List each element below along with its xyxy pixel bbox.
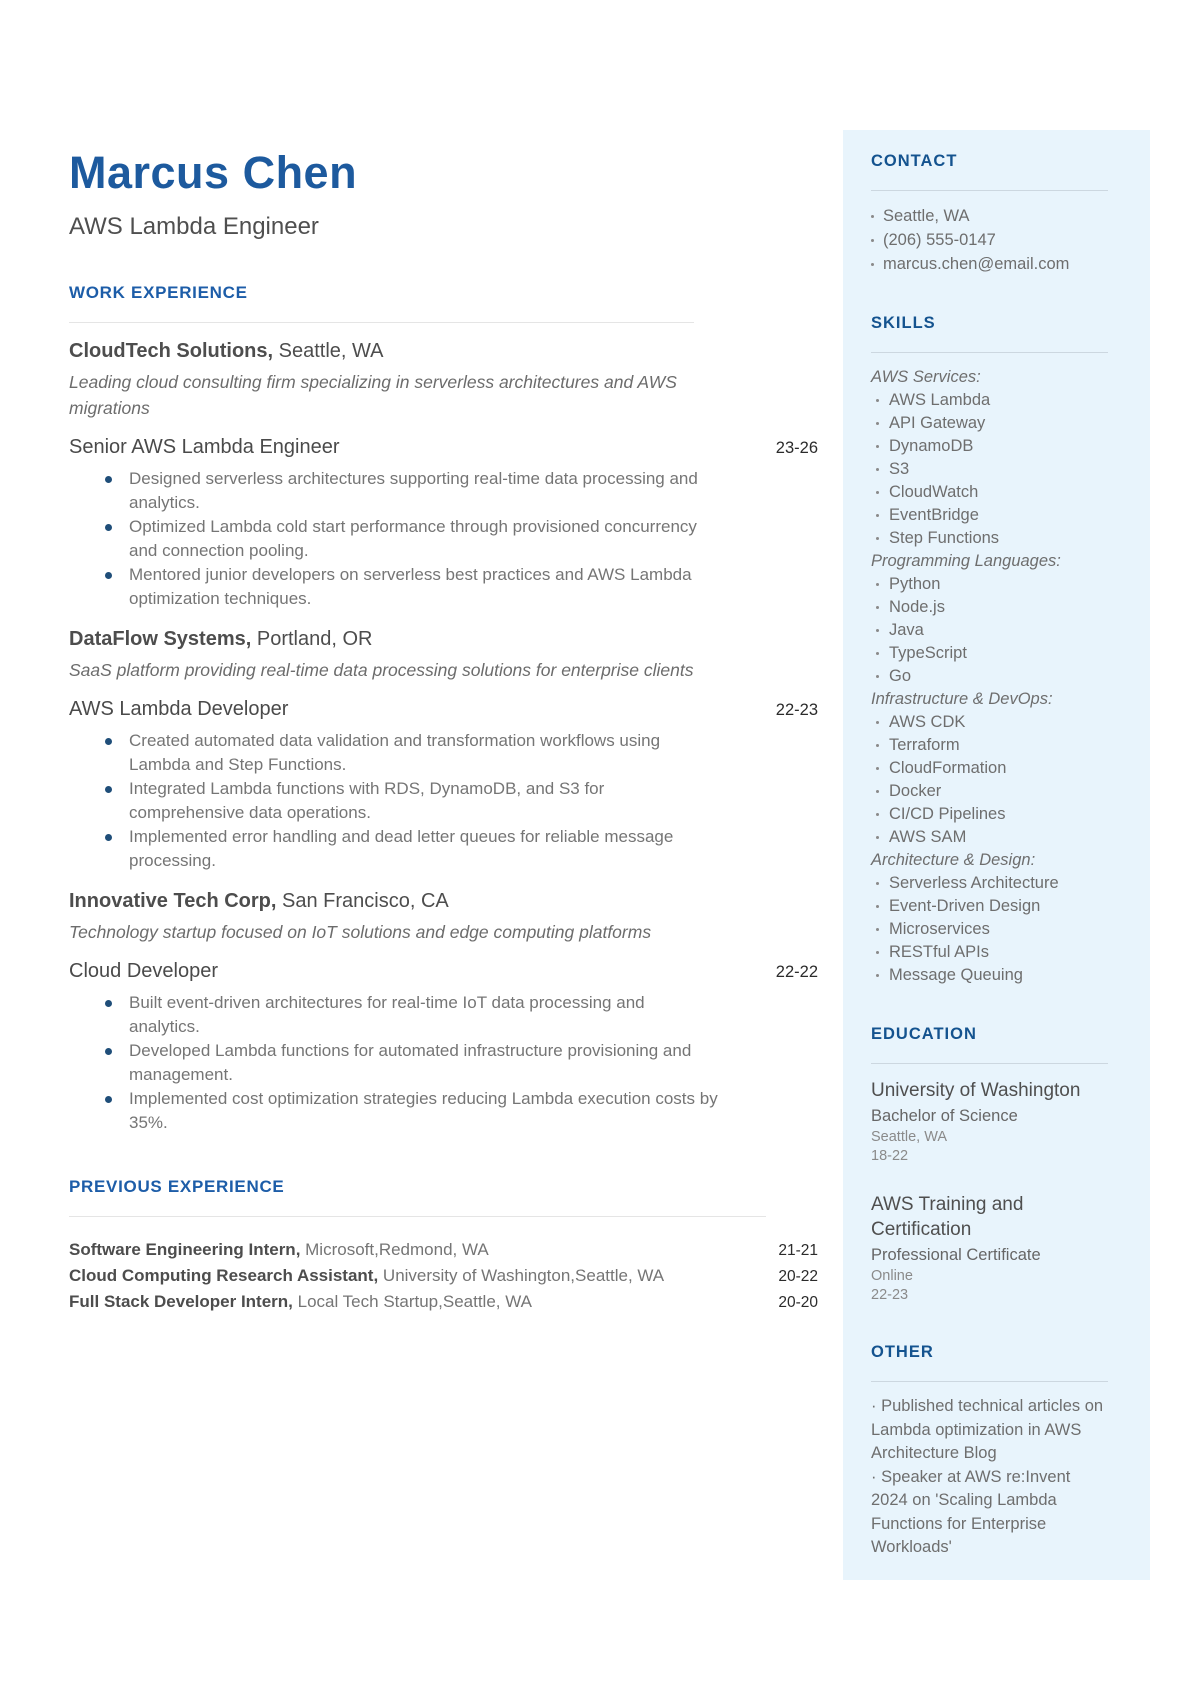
- skill-item: [871, 757, 1108, 780]
- list-dot-icon: [876, 675, 879, 678]
- education-school: AWS Training and Certification: [871, 1194, 1024, 1240]
- section-divider: [69, 1216, 766, 1217]
- list-dot-icon: [876, 629, 879, 632]
- previous-role-dates: 21-21: [778, 1242, 818, 1259]
- list-dot-icon: [871, 239, 874, 242]
- company-location: San Francisco, CA: [276, 890, 449, 912]
- skill-item: [871, 573, 1108, 596]
- bullet-item: [105, 777, 818, 825]
- skill-label: DynamoDB: [889, 437, 974, 455]
- education-entry: [871, 1192, 1108, 1305]
- other-item: · Published technical articles on Lambda optimization in AWS Architecture Blog: [871, 1395, 1108, 1466]
- list-dot-icon: [876, 836, 879, 839]
- previous-experience-row: [69, 1237, 818, 1263]
- company-description: Leading cloud consulting firm specializing in serverless architectures and AWS migrations: [69, 372, 677, 418]
- bullet-icon: [105, 524, 112, 531]
- skill-item: [871, 527, 1108, 550]
- list-dot-icon: [876, 468, 879, 471]
- role-title: Senior AWS Lambda Engineer: [69, 436, 340, 458]
- skill-label: Node.js: [889, 598, 945, 616]
- skill-label: AWS SAM: [889, 828, 967, 846]
- skill-label: AWS CDK: [889, 713, 966, 731]
- page-title: Marcus Chen: [69, 147, 358, 198]
- previous-role-line: [69, 1237, 489, 1262]
- list-dot-icon: [876, 790, 879, 793]
- previous-role-title: Software Engineering Intern,: [69, 1240, 301, 1259]
- bullet-text: Built event-driven architectures for real-time IoT data processing and analytics.: [129, 993, 645, 1036]
- role-row: [69, 698, 818, 721]
- previous-role-org: Microsoft,Redmond, WA: [300, 1240, 489, 1259]
- skill-category: Architecture & Design:: [871, 851, 1036, 869]
- list-dot-icon: [876, 951, 879, 954]
- skill-label: Step Functions: [889, 529, 1000, 547]
- skill-item: [871, 872, 1108, 895]
- previous-experience-row: [69, 1263, 818, 1289]
- bullet-text: Designed serverless architectures supporting real-time data processing and analytics.: [129, 469, 698, 512]
- bullet-text: Mentored junior developers on serverless best practices and AWS Lambda optimization techniques.: [129, 565, 692, 608]
- list-dot-icon: [871, 215, 874, 218]
- bullet-icon: [105, 572, 112, 579]
- bullet-text: Implemented cost optimization strategies reducing Lambda execution costs by 35%.: [129, 1089, 718, 1132]
- skill-category: Programming Languages:: [871, 552, 1061, 570]
- skill-item: [871, 964, 1108, 987]
- skill-label: Message Queuing: [889, 966, 1023, 984]
- skill-label: CloudWatch: [889, 483, 979, 501]
- skill-item: [871, 435, 1108, 458]
- contact-phone: (206) 555-0147: [883, 231, 996, 249]
- sidebar-divider: [871, 1063, 1108, 1064]
- skill-label: Docker: [889, 782, 942, 800]
- sidebar-divider: [871, 190, 1108, 191]
- list-dot-icon: [876, 813, 879, 816]
- list-dot-icon: [876, 422, 879, 425]
- job-headline: AWS Lambda Engineer: [69, 213, 319, 240]
- previous-role-title: Cloud Computing Research Assistant,: [69, 1266, 379, 1285]
- other-item: · Speaker at AWS re:Invent 2024 on 'Scaling Lambda Functions for Enterprise Workloads': [871, 1466, 1108, 1560]
- bullet-icon: [105, 738, 112, 745]
- company-description: SaaS platform providing real-time data processing solutions for enterprise clients: [69, 660, 694, 680]
- bullet-icon: [105, 834, 112, 841]
- bullet-item: [105, 1087, 818, 1135]
- list-dot-icon: [871, 263, 874, 266]
- list-dot-icon: [876, 974, 879, 977]
- bullet-icon: [105, 1000, 112, 1007]
- bullet-icon: [105, 476, 112, 483]
- skill-category: AWS Services:: [871, 368, 981, 386]
- section-title-work-experience: WORK EXPERIENCE: [69, 283, 248, 302]
- previous-experience-row: [69, 1289, 818, 1315]
- bullet-item: [105, 991, 818, 1039]
- company-line: [69, 338, 818, 364]
- education-degree: Bachelor of Science: [871, 1107, 1018, 1125]
- bullet-item: [105, 467, 818, 515]
- list-dot-icon: [876, 767, 879, 770]
- skill-item: [871, 412, 1108, 435]
- skill-item: [871, 389, 1108, 412]
- company-name: CloudTech Solutions,: [69, 340, 274, 362]
- skill-label: AWS Lambda: [889, 391, 991, 409]
- role-row: [69, 436, 818, 459]
- section-divider: [69, 322, 694, 323]
- bullet-text: Developed Lambda functions for automated infrastructure provisioning and management.: [129, 1041, 692, 1084]
- contact-item: [871, 228, 1108, 252]
- skill-item: [871, 665, 1108, 688]
- skill-label: CI/CD Pipelines: [889, 805, 1006, 823]
- contact-location: Seattle, WA: [883, 207, 970, 225]
- skill-label: TypeScript: [889, 644, 967, 662]
- list-dot-icon: [876, 491, 879, 494]
- bullet-list: [69, 729, 818, 873]
- skill-item: [871, 481, 1108, 504]
- skill-item: [871, 711, 1108, 734]
- company-name: Innovative Tech Corp,: [69, 890, 277, 912]
- contact-email: marcus.chen@email.com: [883, 255, 1070, 273]
- education-degree: Professional Certificate: [871, 1246, 1041, 1264]
- skill-label: EventBridge: [889, 506, 979, 524]
- role-title: Cloud Developer: [69, 960, 218, 982]
- education-dates: 22-23: [871, 1287, 909, 1303]
- skill-label: CloudFormation: [889, 759, 1007, 777]
- bullet-list: [69, 991, 818, 1135]
- bullet-icon: [105, 1096, 112, 1103]
- role-dates: 22-23: [775, 701, 818, 719]
- list-dot-icon: [876, 606, 879, 609]
- previous-role-line: [69, 1289, 532, 1314]
- skill-label: Event-Driven Design: [889, 897, 1041, 915]
- sidebar-section-title-education: EDUCATION: [871, 1025, 977, 1043]
- role-dates: 22-22: [775, 963, 818, 981]
- sidebar-divider: [871, 1381, 1108, 1382]
- education-dates: 18-22: [871, 1148, 909, 1164]
- skill-label: RESTful APIs: [889, 943, 989, 961]
- bullet-icon: [105, 1048, 112, 1055]
- bullet-icon: [105, 786, 112, 793]
- education-location: Seattle, WA: [871, 1129, 948, 1145]
- company-location: Seattle, WA: [273, 340, 384, 362]
- skill-label: S3: [889, 460, 910, 478]
- previous-role-dates: 20-20: [778, 1294, 818, 1311]
- company-name: DataFlow Systems,: [69, 628, 252, 650]
- previous-role-line: [69, 1263, 664, 1288]
- list-dot-icon: [876, 744, 879, 747]
- sidebar-section-title-other: OTHER: [871, 1343, 934, 1361]
- skill-label: Microservices: [889, 920, 990, 938]
- previous-role-dates: 20-22: [778, 1268, 818, 1285]
- skill-item: [871, 642, 1108, 665]
- list-dot-icon: [876, 652, 879, 655]
- bullet-text: Implemented error handling and dead letter queues for reliable message processing.: [129, 827, 674, 870]
- job-entry-innovative: [69, 888, 818, 1135]
- skill-item: [871, 458, 1108, 481]
- list-dot-icon: [876, 905, 879, 908]
- education-entry: [871, 1078, 1108, 1166]
- contact-item: [871, 252, 1108, 276]
- bullet-item: [105, 729, 818, 777]
- role-title: AWS Lambda Developer: [69, 698, 289, 720]
- skill-item: [871, 826, 1108, 849]
- education-location: Online: [871, 1268, 913, 1284]
- skill-item: [871, 918, 1108, 941]
- main-column: [69, 146, 818, 1315]
- job-entry-dataflow: [69, 626, 818, 873]
- bullet-text: Optimized Lambda cold start performance through provisioned concurrency and connection pooling.: [129, 517, 697, 560]
- list-dot-icon: [876, 583, 879, 586]
- list-dot-icon: [876, 399, 879, 402]
- skill-label: API Gateway: [889, 414, 986, 432]
- skill-item: [871, 619, 1108, 642]
- skill-item: [871, 895, 1108, 918]
- skill-label: Go: [889, 667, 912, 685]
- list-dot-icon: [876, 445, 879, 448]
- list-dot-icon: [876, 928, 879, 931]
- list-dot-icon: [876, 537, 879, 540]
- sidebar-divider: [871, 352, 1108, 353]
- skill-item: [871, 734, 1108, 757]
- bullet-list: [69, 467, 818, 611]
- bullet-item: [105, 515, 818, 563]
- contact-item: [871, 204, 1108, 228]
- company-line: [69, 626, 818, 652]
- previous-experience-list: [69, 1237, 818, 1315]
- section-title-previous-experience: PREVIOUS EXPERIENCE: [69, 1177, 285, 1196]
- skill-label: Java: [889, 621, 924, 639]
- bullet-text: Created automated data validation and transformation workflows using Lambda and Step Functions.: [129, 731, 661, 774]
- list-dot-icon: [876, 882, 879, 885]
- skill-label: Python: [889, 575, 941, 593]
- skill-label: Terraform: [889, 736, 960, 754]
- company-location: Portland, OR: [251, 628, 373, 650]
- bullet-text: Integrated Lambda functions with RDS, DynamoDB, and S3 for comprehensive data operations.: [129, 779, 605, 822]
- skill-item: [871, 803, 1108, 826]
- role-row: [69, 960, 818, 983]
- education-school: University of Washington: [871, 1080, 1081, 1101]
- skill-item: [871, 780, 1108, 803]
- skill-item: [871, 596, 1108, 619]
- sidebar: [843, 130, 1150, 1580]
- skill-category: Infrastructure & DevOps:: [871, 690, 1053, 708]
- list-dot-icon: [876, 514, 879, 517]
- skill-item: [871, 504, 1108, 527]
- previous-role-title: Full Stack Developer Intern,: [69, 1292, 293, 1311]
- bullet-item: [105, 563, 818, 611]
- company-description: Technology startup focused on IoT solutions and edge computing platforms: [69, 922, 652, 942]
- job-entry-cloudtech: [69, 338, 818, 611]
- bullet-item: [105, 1039, 818, 1087]
- role-dates: 23-26: [775, 439, 818, 457]
- sidebar-section-title-contact: CONTACT: [871, 152, 958, 170]
- skill-label: Serverless Architecture: [889, 874, 1059, 892]
- list-dot-icon: [876, 721, 879, 724]
- bullet-item: [105, 825, 818, 873]
- previous-role-org: Local Tech Startup,Seattle, WA: [292, 1292, 532, 1311]
- sidebar-section-title-skills: SKILLS: [871, 314, 936, 332]
- previous-role-org: University of Washington,Seattle, WA: [378, 1266, 665, 1285]
- company-line: [69, 888, 818, 914]
- skill-item: [871, 941, 1108, 964]
